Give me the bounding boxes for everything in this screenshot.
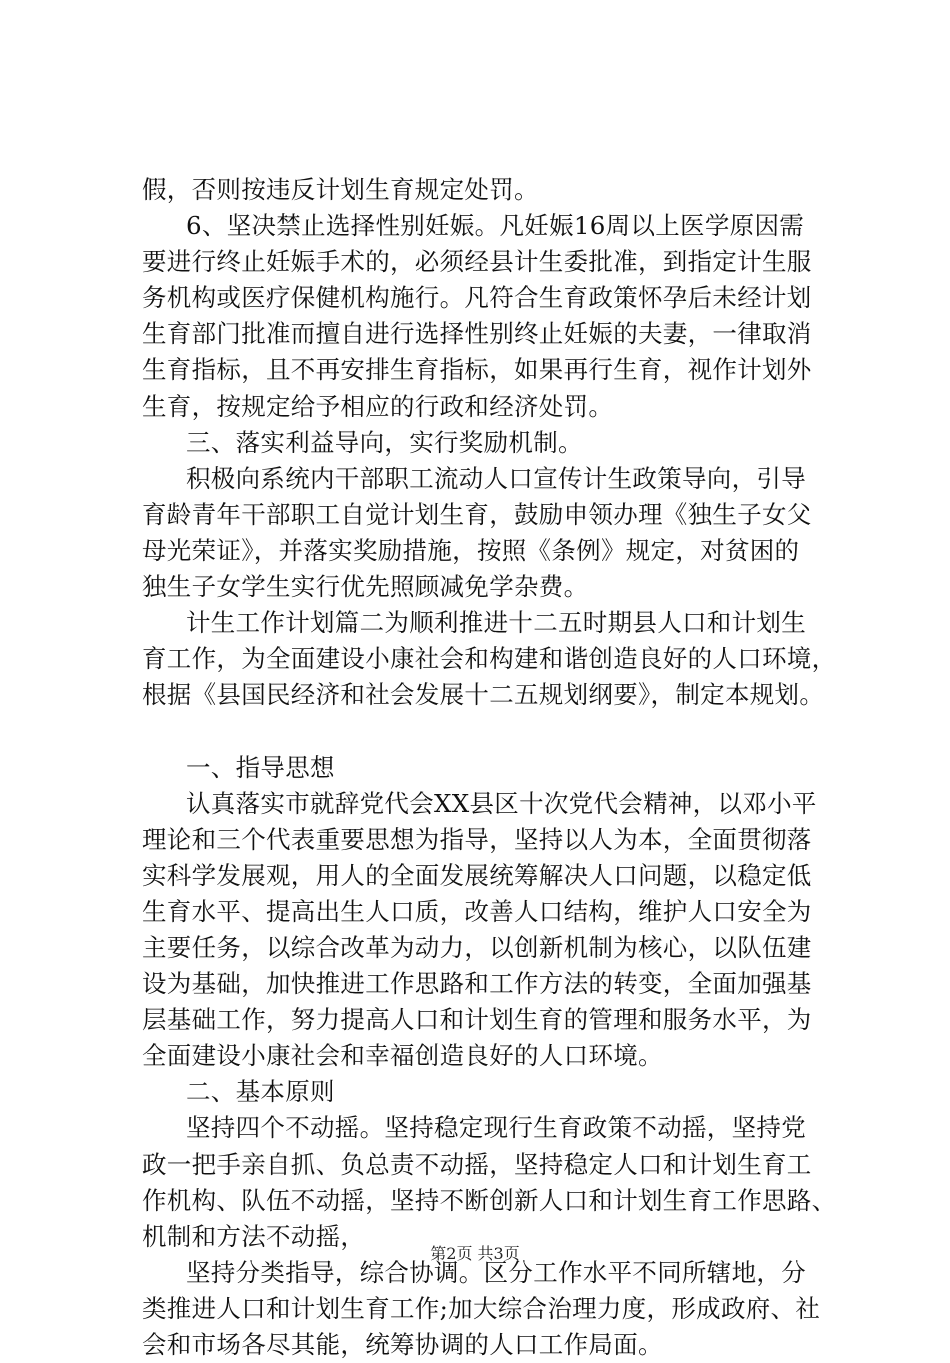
- text-line: 三、落实利益导向，实行奖励机制。: [186, 427, 583, 457]
- text-line: 生育水平、提高出生人口质，改善人口结构，维护人口安全为: [142, 896, 812, 926]
- text-line: 一、指导思想: [186, 752, 335, 782]
- text-line: 母光荣证》，并落实奖励措施，按照《条例》规定，对贫困的: [142, 535, 800, 565]
- text-line: 生育，按规定给予相应的行政和经济处罚。: [142, 391, 614, 421]
- text-line: 务机构或医疗保健机构施行。凡符合生育政策怀孕后未经计划: [142, 283, 812, 313]
- text-line: 生育指标，且不再安排生育指标，如果再行生育，视作计划外: [142, 355, 812, 385]
- text-line: 根据《县国民经济和社会发展十二五规划纲要》，制定本规划。: [142, 680, 825, 710]
- text-line: 6、坚决禁止选择性别妊娠。凡妊娠16周以上医学原因需: [186, 211, 805, 241]
- text-line: 二、基本原则: [186, 1077, 335, 1107]
- page-footer: 第2页 共3页: [430, 1244, 520, 1263]
- text-line: 会和市场各尽其能，统筹协调的人口工作局面。: [142, 1330, 663, 1359]
- text-line: 要进行终止妊娠手术的，必须经县计生委批准，到指定计生服: [142, 247, 812, 277]
- text-line: 类推进人口和计划生育工作;加大综合治理力度，形成政府、社: [142, 1293, 821, 1323]
- text-line: 实科学发展观，用人的全面发展统筹解决人口问题，以稳定低: [142, 860, 812, 890]
- text-line: 育龄青年干部职工自觉计划生育，鼓励申领办理《独生子女父: [142, 499, 812, 529]
- blank-line: [142, 713, 862, 749]
- text-line: 认真落实市就辞党代会XX县区十次党代会精神，以邓小平: [186, 788, 817, 818]
- document-body: [142, 172, 862, 1363]
- text-line: 机制和方法不动摇，: [142, 1221, 366, 1251]
- text-line: 全面建设小康社会和幸福创造良好的人口环境。: [142, 1041, 663, 1071]
- text-line: 理论和三个代表重要思想为指导，坚持以人为本，全面贯彻落: [142, 824, 812, 854]
- text-line: 独生子女学生实行优先照顾减免学杂费。: [142, 572, 589, 602]
- text-line: 积极向系统内干部职工流动人口宣传计生政策导向，引导: [186, 463, 806, 493]
- text-line: 计生工作计划篇二为顺利推进十二五时期县人口和计划生: [186, 608, 806, 638]
- text-line: 设为基础，加快推进工作思路和工作方法的转变，全面加强基: [142, 969, 812, 999]
- text-line: 坚持分类指导，综合协调。区分工作水平不同所辖地，分: [186, 1257, 806, 1287]
- text-line: 生育部门批准而擅自进行选择性别终止妊娠的夫妻，一律取消: [142, 319, 812, 349]
- text-line: 假，否则按违反计划生育规定处罚。: [142, 175, 539, 204]
- text-line: 层基础工作，努力提高人口和计划生育的管理和服务水平，为: [142, 1005, 812, 1035]
- text-line: 坚持四个不动摇。坚持稳定现行生育政策不动摇，坚持党: [186, 1113, 806, 1143]
- text-line: 作机构、队伍不动摇，坚持不断创新人口和计划生育工作思路、: [142, 1185, 837, 1215]
- text-line: 育工作，为全面建设小康社会和构建和谐创造良好的人口环境，: [142, 644, 837, 674]
- text-line: 政一把手亲自抓、负总责不动摇，坚持稳定人口和计划生育工: [142, 1149, 812, 1179]
- text-line: 主要任务，以综合改革为动力，以创新机制为核心，以队伍建: [142, 932, 812, 962]
